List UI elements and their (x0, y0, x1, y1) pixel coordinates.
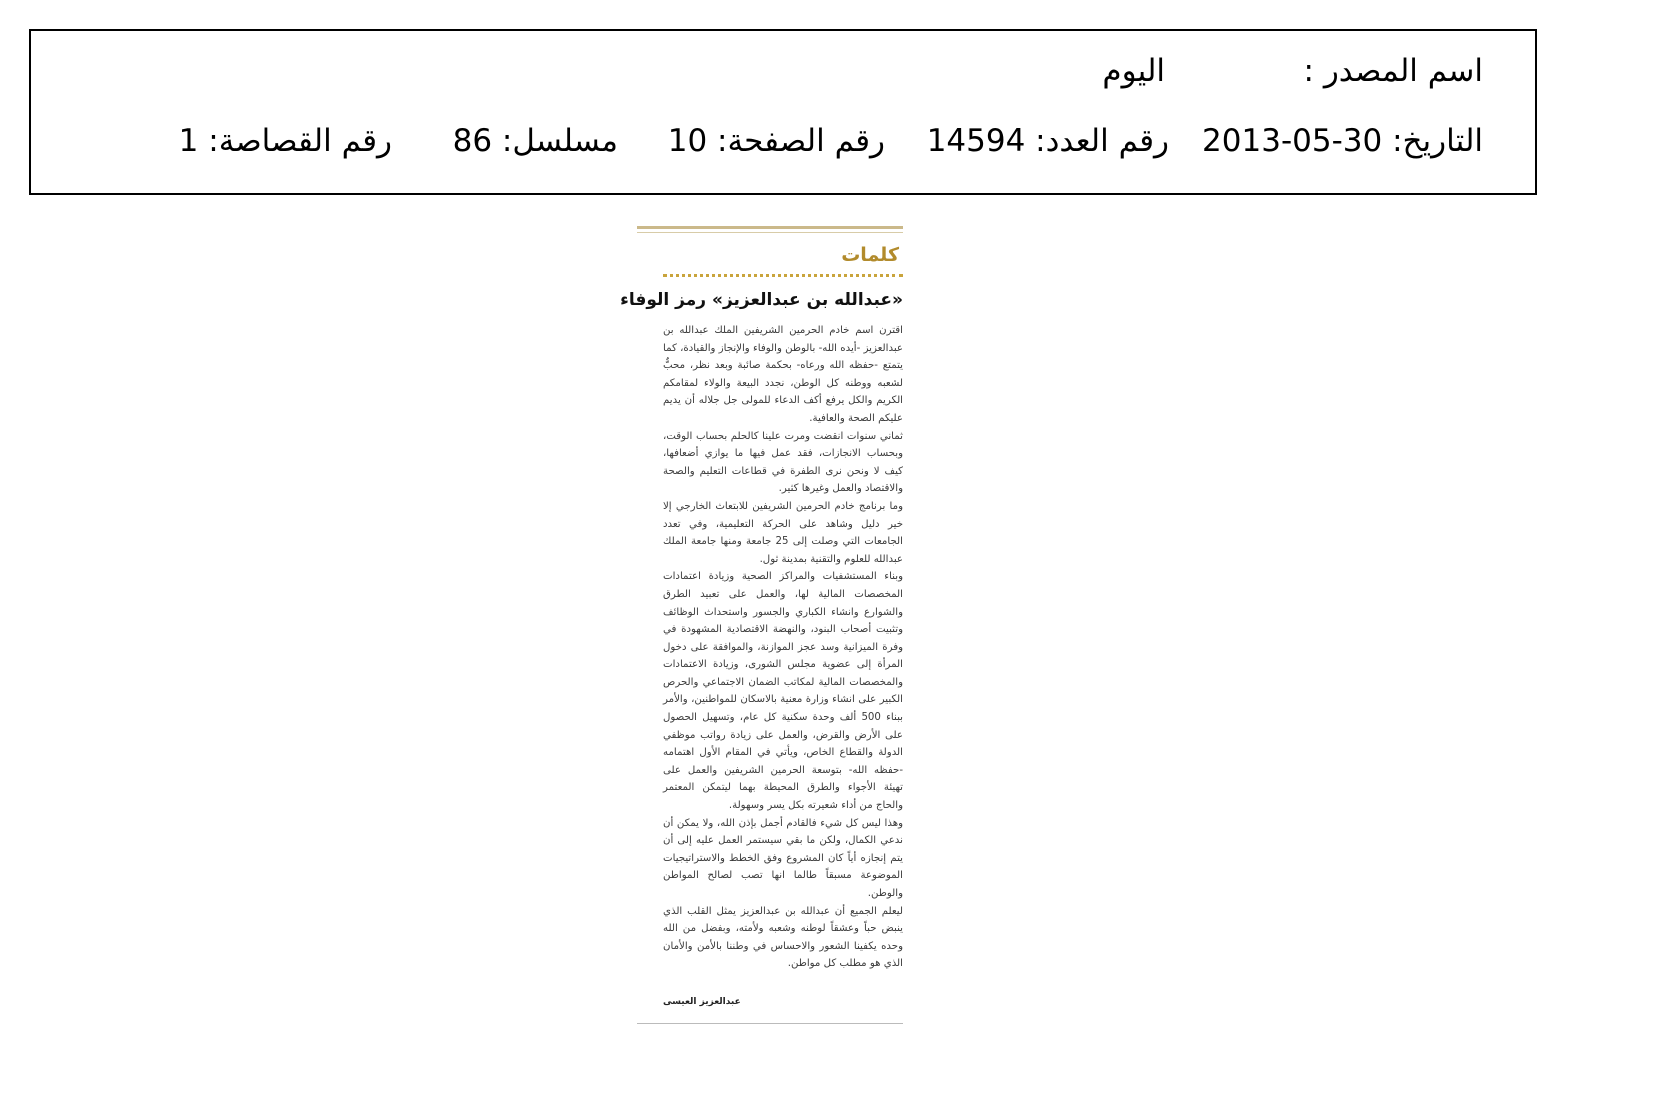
section-label: كلمات (841, 244, 899, 266)
page-number-field: رقم الصفحة: 10 (667, 123, 885, 159)
article-body (663, 322, 903, 988)
author-name: عبدالعزيز العيسى (663, 997, 741, 1007)
article-paragraph: اقترن اسم خادم الحرمين الشريفين الملك عبدالله بن عبدالعزيز -أيده الله- بالوطن والوفاء والإنجاز والقيادة، كما يتمتع -حفظه الله ورعاه- بحكمة صائبة وبعد نظر، محبٌّ لشعبه ووطنه كل الوطن، نجدد البيعة والولاء لمقامكم الكريم والكل يرفع أكف الدعاء للمولى جل جلاله أن يديم عليكم الصحة والعافية. (663, 325, 903, 424)
date-field: التاريخ: 30-05-2013 (1202, 123, 1483, 159)
source-info-box (29, 29, 1537, 195)
top-rule-thin (637, 232, 903, 233)
article-paragraph: وبناء المستشفيات والمراكز الصحية وزيادة اعتمادات المخصصات المالية لها، والعمل على تعبيد الطرق والشوارع وانشاء الكباري والجسور واستحداث الوظائف وتثبيت أصحاب البنود، والنهضة الاقتصادية المشهودة في وفرة الميزانية وسد عجز الموازنة، والموافقة على دخول المرأة إلى عضوية مجلس الشورى، وزيادة الاعتمادات والمخصصات المالية لمكاتب الضمان الاجتماعي والحرص الكبير على انشاء وزارة معنية بالاسكان للمواطنين، والأمر ببناء 500 ألف وحدة سكنية كل عام، وتسهيل الحصول على الأرض والقرض، والعمل على زيادة رواتب موظفي الدولة والقطاع الخاص، ويأتي في المقام الأول اهتمامه -حفظه الله- بتوسعة الحرمين الشريفين والعمل على تهيئة الأجواء والطرق المحيطة بهما ليتمكن المعتمر والحاج من أداء شعيرته بكل يسر وسهولة. (663, 571, 903, 812)
newspaper-clipping (620, 226, 903, 1024)
article-headline: «عبدالله بن عبدالعزيز» رمز الوفاء (620, 290, 903, 310)
bottom-rule (637, 1023, 903, 1024)
article-paragraph: ثماني سنوات انقضت ومرت علينا كالحلم بحساب الوقت، وبحساب الانجازات، فقد عمل فيها ما يوازي أضعافها، كيف لا ونحن نرى الطفرة في قطاعات التعليم والصحة والاقتصاد والعمل وغيرها كثير. (663, 430, 903, 495)
article-paragraph: ليعلم الجميع أن عبدالله بن عبدالعزيز يمثل القلب الذي ينبض حباً وعشقاً لوطنه وشعبه ولأمته، وبفضل من الله وحده يكفينا الشعور والاحساس في وطننا بالأمن والأمان الذي هو مطلب كل مواطن. (663, 905, 903, 970)
source-label: اسم المصدر : (1303, 53, 1483, 89)
dotted-divider (663, 274, 903, 277)
clipping-number-field: رقم القصاصة: 1 (178, 123, 392, 159)
article-paragraph: وما برنامج خادم الحرمين الشريفين للابتعاث الخارجي إلا خير دليل وشاهد على الحركة التعليمية، وفي تعدد الجامعات التي وصلت إلى 25 جامعة ومنها جامعة الملك عبدالله للعلوم والتقنية بمدينة ثول. (663, 500, 903, 565)
issue-number-field: رقم العدد: 14594 (926, 123, 1169, 159)
top-rule (637, 226, 903, 229)
serial-field: مسلسل: 86 (452, 123, 618, 159)
author-byline (663, 997, 903, 1007)
article-paragraph: وهذا ليس كل شيء فالقادم أجمل بإذن الله، ولا يمكن أن ندعي الكمال، ولكن ما بقي سيستمر العمل عليه إلى أن يتم إنجازه أياً كان المشروع وفق الخطط والاستراتيجيات الموضوعة مسبقاً طالما انها تصب لصالح المواطن والوطن. (663, 817, 903, 899)
source-value: اليوم (1102, 53, 1165, 89)
